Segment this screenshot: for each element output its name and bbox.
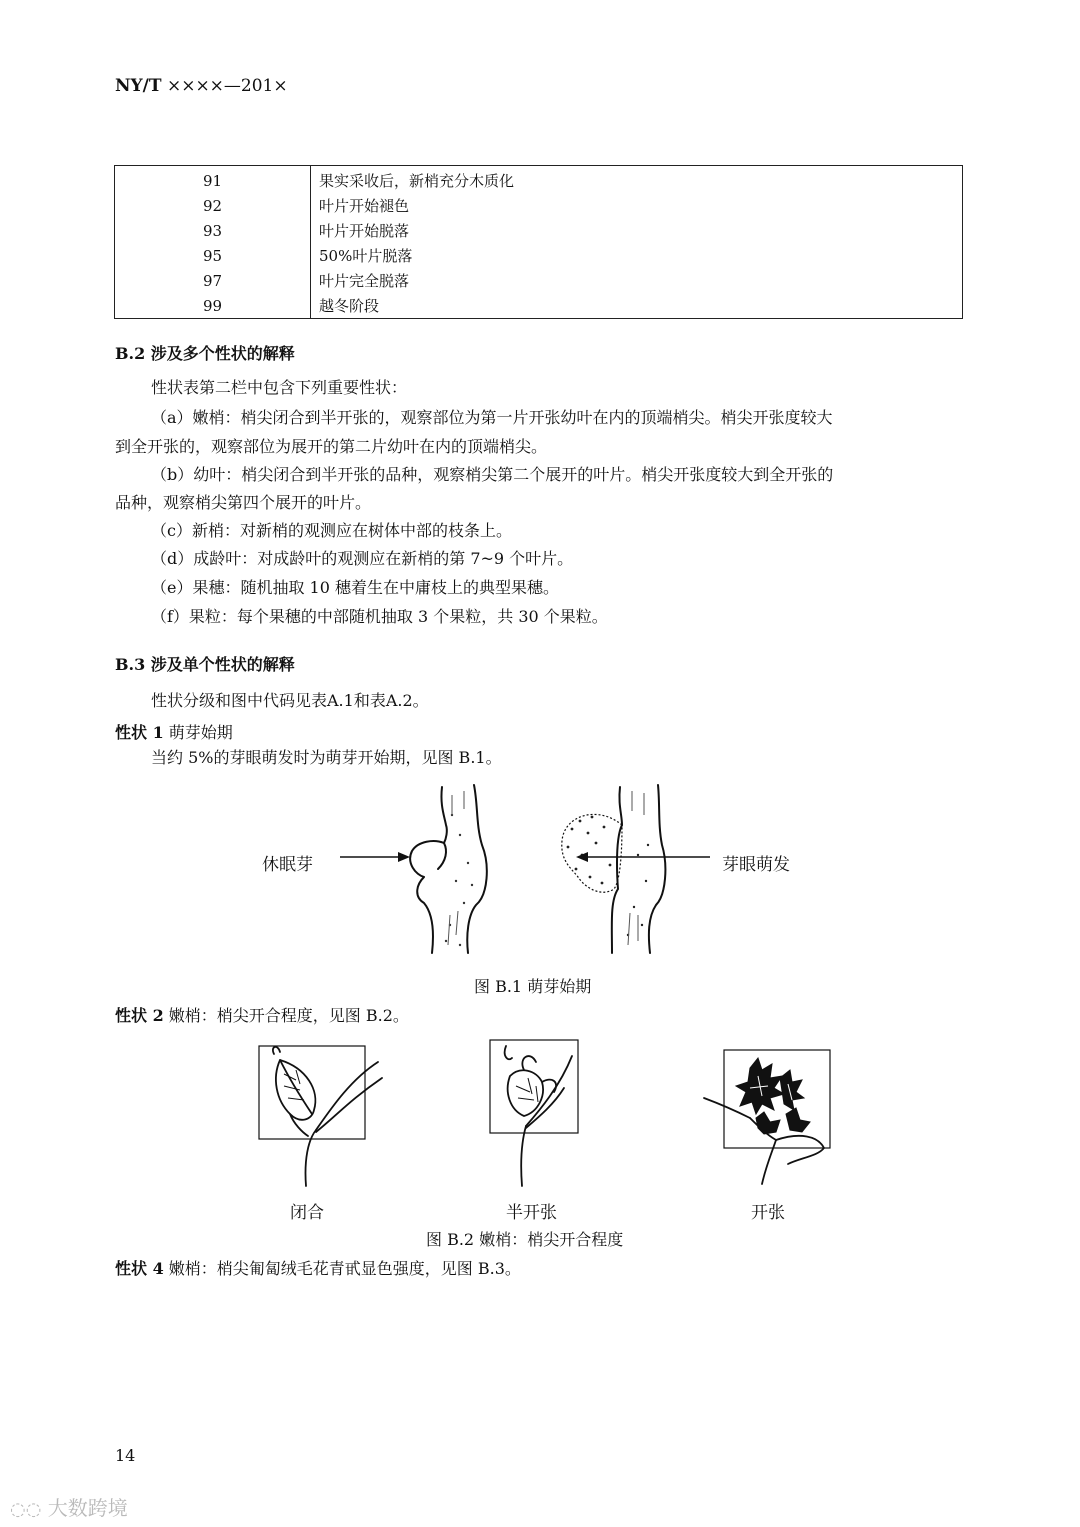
closed-label: 闭合: [290, 1203, 324, 1223]
open-label: 开张: [751, 1203, 785, 1223]
trait-2-label: 性状 2: [115, 1006, 164, 1025]
section-b2-title: B.2 涉及多个性状的解释: [115, 344, 295, 363]
stage-code: 99: [115, 293, 311, 319]
watermark-text: 大数跨境: [47, 1496, 128, 1520]
item-a-line1: （a）嫩梢：梢尖闭合到半开张的，观察部位为第一片开张幼叶在内的顶端梢尖。梢尖开张度较大: [151, 408, 833, 427]
watermark-logo-icon: ◌◌: [10, 1499, 42, 1520]
table-row: [115, 166, 963, 194]
dormant-bud-arrow: [340, 851, 410, 863]
page-number: 14: [115, 1446, 136, 1465]
item-f: （f）果粒：每个果穗的中部随机抽取 3 个果粒，共 30 个果粒。: [151, 607, 608, 626]
bud-burst-arrow: [576, 851, 710, 863]
section-b2-intro: 性状表第二栏中包含下列重要性状：: [151, 378, 408, 397]
half-open-label: 半开张: [506, 1203, 557, 1223]
table-row: [115, 243, 963, 268]
stage-description: 叶片开始脱落: [319, 222, 410, 240]
table-row: [115, 218, 963, 243]
trait-4-text: 嫩梢：梢尖匍匐绒毛花青甙显色强度，见图 B.3。: [163, 1259, 521, 1278]
stage-description: 叶片完全脱落: [319, 272, 410, 290]
item-b-line1: （b）幼叶：梢尖闭合到半开张的品种，观察梢尖第二个展开的叶片。梢尖开张度较大到全开张的: [151, 465, 834, 484]
watermark: [10, 1492, 128, 1521]
stage-description: 叶片开始褪色: [319, 197, 410, 215]
trait-1-name: 萌芽始期: [163, 723, 233, 742]
shoot-tip-half-open-figure: [480, 1036, 590, 1191]
trait-4-line: [115, 1256, 521, 1279]
item-b-line2: 品种，观察梢尖第四个展开的叶片。: [115, 493, 372, 512]
stage-description: 越冬阶段: [319, 297, 380, 315]
stage-description: 50%叶片脱落: [319, 247, 413, 265]
bud-burst-label: 芽眼萌发: [722, 855, 790, 875]
trait-1-label: 性状 1: [115, 723, 164, 742]
table-row: [115, 293, 963, 319]
stage-table: [114, 165, 963, 319]
shoot-tip-closed-figure: [250, 1040, 390, 1190]
trait-1-desc: 当约 5%的芽眼萌发时为萌芽开始期，见图 B.1。: [151, 748, 502, 767]
table-row: [115, 193, 963, 218]
trait-1-line: [115, 720, 233, 743]
standard-code: NY/T: [115, 76, 162, 96]
dormant-bud-label: 休眠芽: [262, 855, 313, 875]
stage-code: 91: [115, 166, 311, 194]
figure-b1-caption: 图 B.1 萌芽始期: [474, 977, 592, 996]
figure-b2-caption: 图 B.2 嫩梢：梢尖开合程度: [426, 1230, 624, 1249]
trait-4-label: 性状 4: [115, 1259, 164, 1278]
stage-code: 92: [115, 193, 311, 218]
bud-burst-figure: [558, 785, 678, 955]
stage-description: 果实采收后，新梢充分木质化: [319, 172, 515, 190]
trait-2-text: 嫩梢：梢尖开合程度，见图 B.2。: [163, 1006, 409, 1025]
table-row: [115, 268, 963, 293]
section-b3-title: B.3 涉及单个性状的解释: [115, 655, 295, 674]
item-c: （c）新梢：对新梢的观测应在树体中部的枝条上。: [151, 521, 512, 540]
dormant-bud-figure: [390, 785, 500, 955]
section-b3-intro: 性状分级和图中代码见表A.1和表A.2。: [151, 691, 429, 710]
stage-code: 97: [115, 268, 311, 293]
document-header: [115, 76, 288, 96]
item-e: （e）果穗：随机抽取 10 穗着生在中庸枝上的典型果穗。: [151, 578, 560, 597]
shoot-tip-open-figure: [700, 1048, 835, 1188]
item-d: （d）成龄叶：对成龄叶的观测应在新梢的第 7~9 个叶片。: [151, 549, 574, 568]
stage-code: 93: [115, 218, 311, 243]
stage-code: 95: [115, 243, 311, 268]
standard-number: ××××—201×: [161, 76, 288, 96]
item-a-line2: 到全开张的，观察部位为展开的第二片幼叶在内的顶端梢尖。: [115, 437, 548, 456]
trait-2-line: [115, 1003, 409, 1026]
